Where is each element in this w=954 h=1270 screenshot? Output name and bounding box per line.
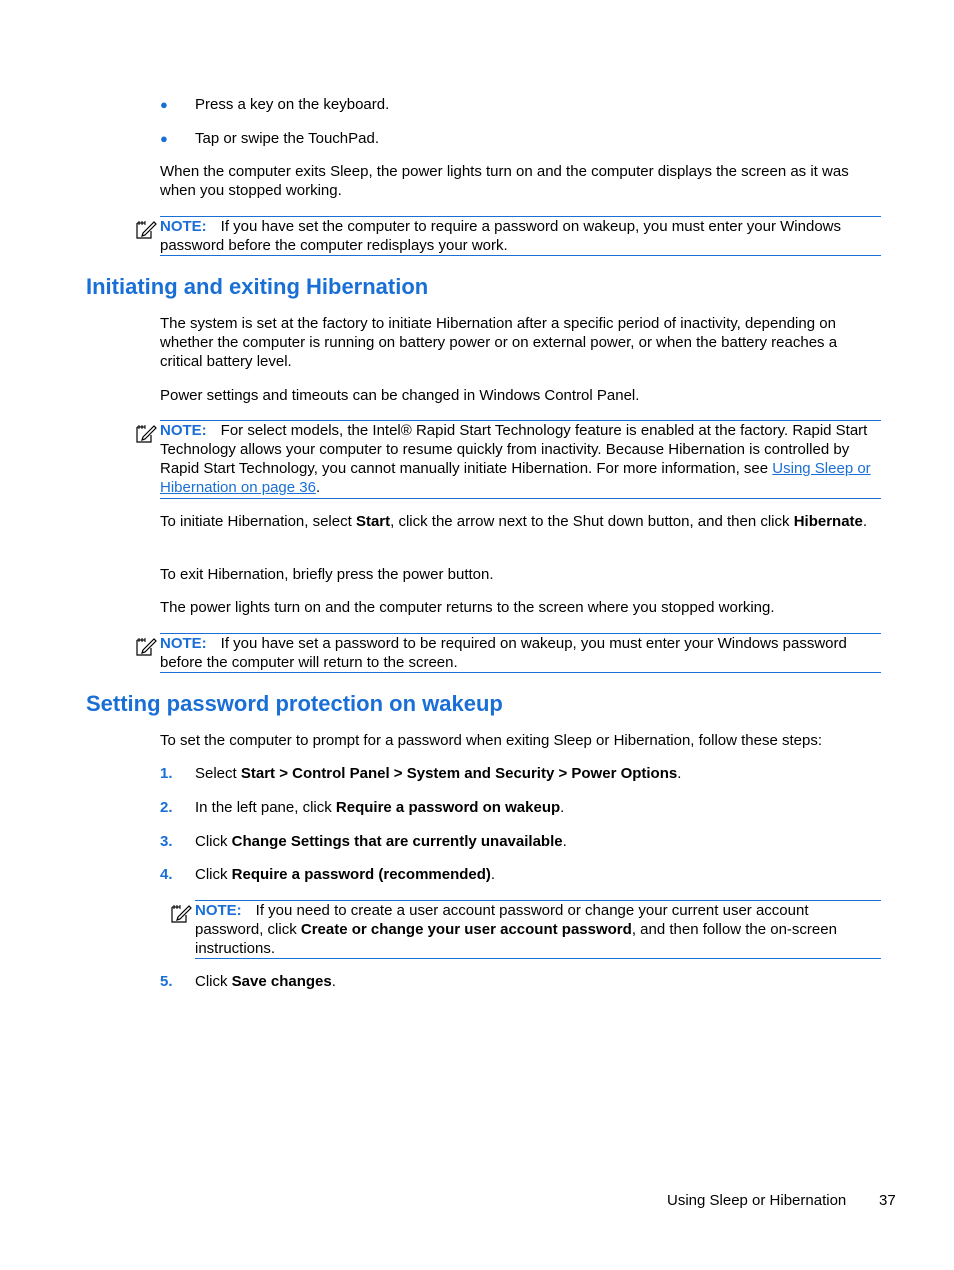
text: . <box>490 866 496 883</box>
step-number: 4. <box>160 866 173 883</box>
paragraph: To exit Hibernation, briefly press the power button. <box>160 566 494 583</box>
text: . <box>560 799 565 816</box>
note-box <box>160 633 881 673</box>
step-number: 3. <box>160 833 173 850</box>
text: . <box>562 833 567 850</box>
note-box <box>195 900 881 959</box>
list-item: Tap or swipe the TouchPad. <box>195 130 380 147</box>
text: . <box>331 973 336 990</box>
text: . <box>862 513 868 530</box>
note-box <box>160 420 881 499</box>
list-item: Press a key on the keyboard. <box>195 96 390 113</box>
paragraph-exit-sleep: When the computer exits Sleep, the power lights turn on and the computer displays the screen as it was when you stopped working. <box>160 163 849 199</box>
step-text <box>195 764 681 783</box>
note-label: NOTE: <box>160 218 207 235</box>
bullet-icon: ● <box>160 131 168 146</box>
step-text <box>195 832 567 851</box>
paragraph: Power settings and timeouts can be changed in Windows Control Panel. <box>160 387 640 404</box>
bold-start: Start <box>355 513 391 530</box>
section-heading: Initiating and exiting Hibernation <box>86 274 429 299</box>
text: Click <box>195 866 232 883</box>
note-text: If you have set a password to be required on wakeup, you must enter your Windows password before the computer will return to the screen. <box>160 635 847 671</box>
note-pencil-icon <box>135 636 157 656</box>
paragraph: The system is set at the factory to initiate Hibernation after a specific period of inactivity, depending on whether the computer is running on battery power or on external power, or when the battery reaches a critical battery level. <box>160 315 838 370</box>
step-number: 2. <box>160 799 173 816</box>
note-text: , and then follow the on-screen instructions. <box>195 921 837 957</box>
paragraph: To set the computer to prompt for a password when exiting Sleep or Hibernation, follow these steps: <box>160 732 823 749</box>
note-label: NOTE: <box>160 422 207 439</box>
page-number: 37 <box>879 1192 896 1209</box>
cross-reference-link[interactable]: Using Sleep or Hibernation on page 36 <box>160 460 871 496</box>
note-text-end: . <box>315 479 321 496</box>
text: Click <box>195 833 232 850</box>
paragraph-initiate-hibernation <box>160 512 875 531</box>
step-text <box>195 798 564 817</box>
step-number: 1. <box>160 765 173 782</box>
footer-section-title: Using Sleep or Hibernation <box>667 1192 847 1209</box>
text: To initiate Hibernation, select <box>160 513 356 530</box>
bold-text: Require a password on wakeup <box>335 799 561 816</box>
step-text <box>195 972 336 991</box>
note-pencil-icon <box>135 219 157 239</box>
paragraph: The power lights turn on and the computer returns to the screen where you stopped working. <box>160 599 775 616</box>
note-pencil-icon <box>170 903 192 923</box>
bold-text: Require a password (recommended) <box>231 866 491 883</box>
note-text: If you have set the computer to require a password on wakeup, you must enter your Windows password before the computer redisplays your work. <box>160 218 841 254</box>
bold-text: Start > Control Panel > System and Security > Power Options <box>240 765 678 782</box>
text: Select <box>195 765 241 782</box>
bold-hibernate: Hibernate <box>793 513 863 530</box>
note-box <box>160 216 881 256</box>
text: Click <box>195 973 232 990</box>
step-number: 5. <box>160 973 173 990</box>
note-text: If you need to create a user account password or change your current user account password, click <box>195 902 809 938</box>
bullet-icon: ● <box>160 97 168 112</box>
bold-text: Change Settings that are currently unavailable <box>231 833 563 850</box>
text: In the left pane, click <box>195 799 336 816</box>
note-pencil-icon <box>135 423 157 443</box>
bold-text: Create or change your user account password <box>300 921 632 938</box>
bold-text: Save changes <box>231 973 332 990</box>
text: . <box>677 765 682 782</box>
step-text <box>195 865 495 884</box>
note-label: NOTE: <box>160 635 207 652</box>
section-heading: Setting password protection on wakeup <box>86 691 503 716</box>
note-label: NOTE: <box>195 902 242 919</box>
note-text: For select models, the Intel® Rapid Start Technology feature is enabled at the factory. Rapid Start Technology allows your computer to resume quickly from inactivity. Because Hibernation is controlled by Rapid Start Technology, you cannot manually initiate Hibernation. For more information, see <box>160 422 868 477</box>
text: , click the arrow next to the Shut down button, and then click <box>390 513 794 530</box>
